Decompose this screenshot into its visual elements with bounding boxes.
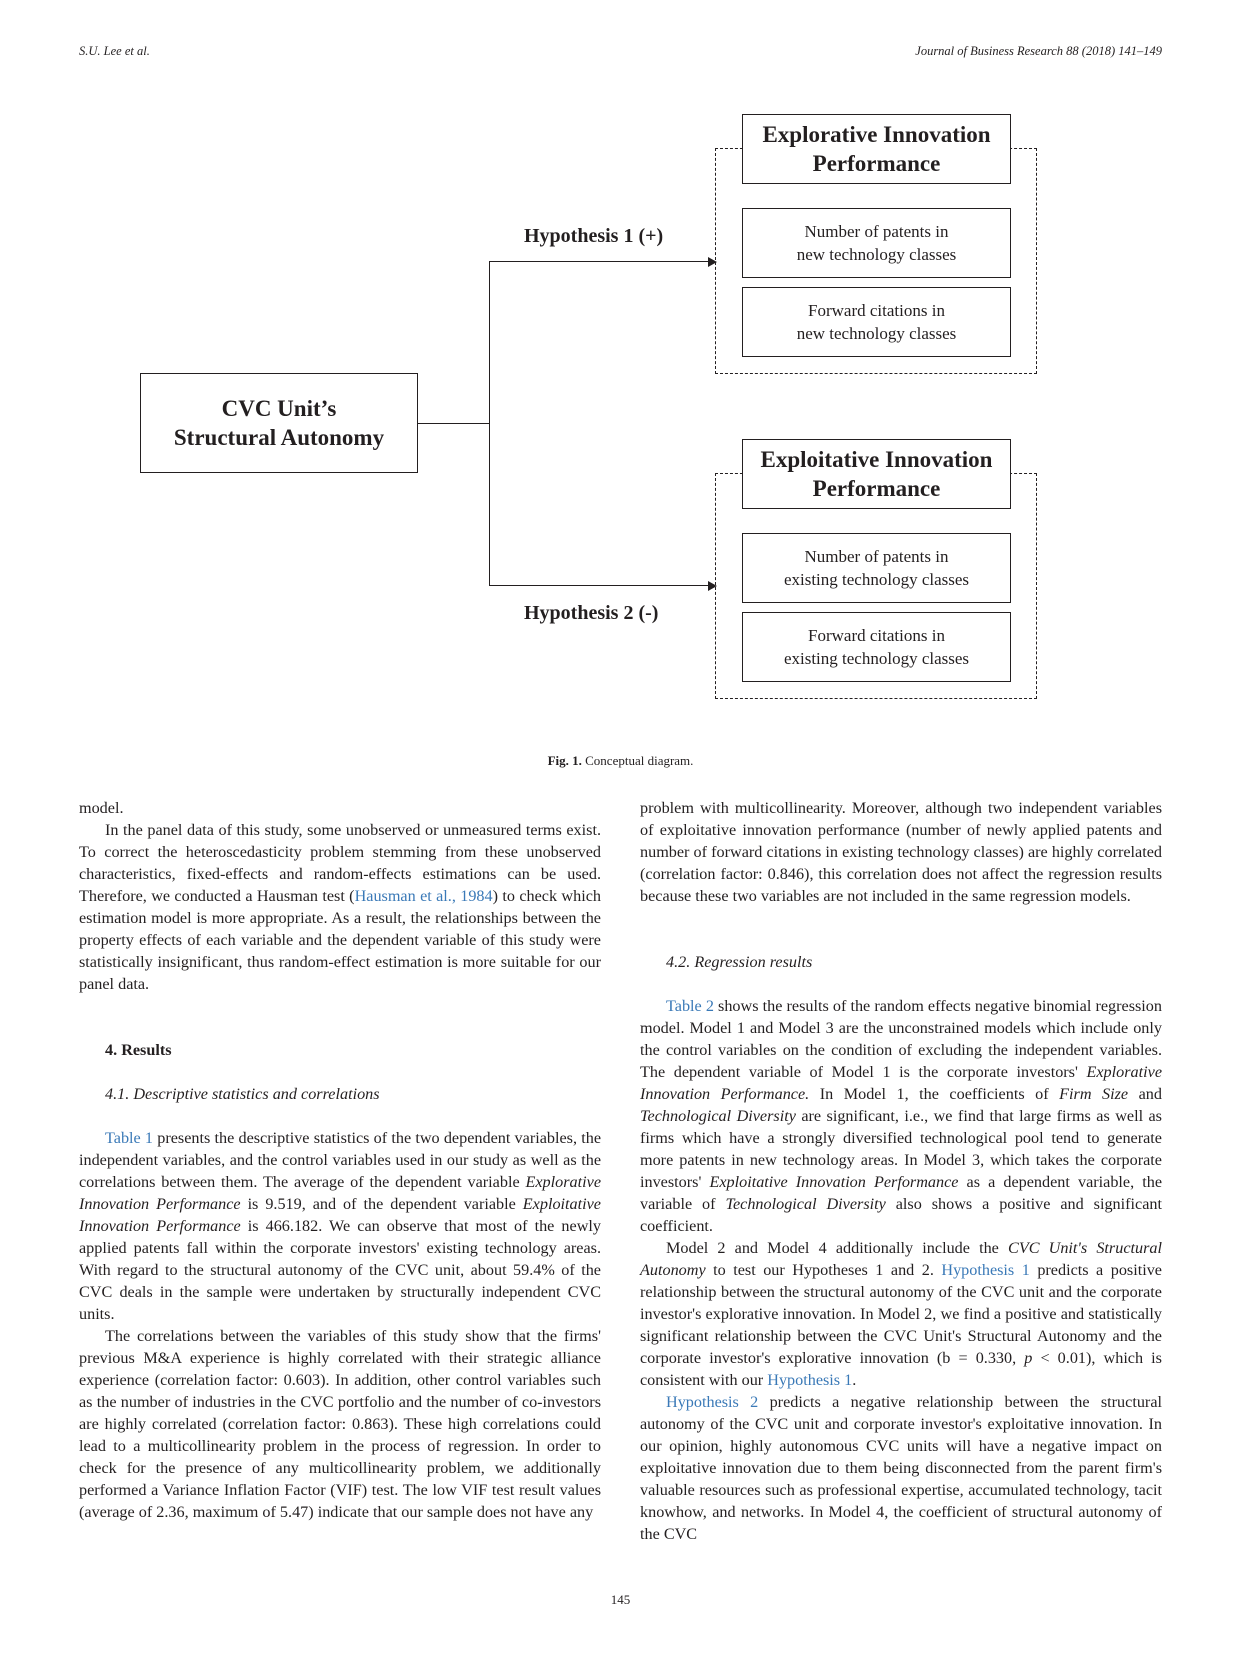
exploitative-patents-box: Number of patents in existing technology classes <box>742 533 1011 603</box>
explorative-patents-box: Number of patents in new technology classes <box>742 208 1011 278</box>
arrowhead-icon <box>708 581 717 591</box>
subsection-heading-regression: 4.2. Regression results <box>666 953 813 971</box>
connector-root-out <box>417 423 490 424</box>
running-header-journal: Journal of Business Research 88 (2018) 141–149 <box>915 44 1162 58</box>
hypothesis-2-label: Hypothesis 2 (-) <box>524 602 659 624</box>
figure-caption: Fig. 1. Conceptual diagram. <box>547 753 694 768</box>
exploitative-citations-box: Forward citations in existing technology classes <box>742 612 1011 682</box>
explorative-performance-box: Explorative Innovation Performance <box>742 114 1011 184</box>
table-1-link[interactable]: Table 1 <box>105 1129 154 1147</box>
paragraph-hypothesis-1: Model 2 and Model 4 additionally include the CVC Unit's Structural Autonomy to test our Hypotheses 1 and 2. Hypothesis 1 predicts a positive relationship between the structural autonomy of the CVC unit and the corporate investor's explorative innovation. In Model 2, we find a positive and statistically significant relationship between the CVC Unit's Structural Autonomy and the corporate investor's explorative innovation (b = 0.330, p < 0.01), which is consistent with our Hypothesis 1. <box>640 1239 1162 1389</box>
paragraph-hausman: In the panel data of this study, some unobserved or unmeasured terms exist. To correct the heteroscedasticity problem stemming from these unobserved characteristics, fixed-effects and random-effects estimations can be used. Therefore, we conducted a Hausman test (Hausman et al., 1984) to check which estimation model is more appropriate. As a result, the relationships between the property effects of each variable and the dependent variable of this study were statistically insignificant, thus random-effect estimation is more suitable for our panel data. <box>79 821 601 993</box>
left-column <box>79 797 601 1523</box>
hypothesis-1-link[interactable]: Hypothesis 1 <box>767 1371 853 1389</box>
page-number: 145 <box>610 1592 631 1607</box>
table-2-link[interactable]: Table 2 <box>666 997 714 1015</box>
exploitative-performance-box: Exploitative Innovation Performance <box>742 439 1011 509</box>
connector-to-exploitative <box>489 585 713 586</box>
paragraph-continuation: model. <box>79 799 124 817</box>
citation-link[interactable]: Hausman et al., 1984 <box>354 887 493 905</box>
paragraph-multicollinearity: problem with multicollinearity. Moreover, although two independent variables of exploitative innovation performance (number of newly applied patents and number of forward citations in existing technology classes) are highly correlated (correlation factor: 0.846), this correlation does not affect the regression results because these two variables are not included in the same regression models. <box>640 799 1162 905</box>
running-header-authors: S.U. Lee et al. <box>79 44 150 58</box>
hypothesis-1-link[interactable]: Hypothesis 1 <box>941 1261 1030 1279</box>
explorative-citations-box: Forward citations in new technology classes <box>742 287 1011 357</box>
section-heading-results: 4. Results <box>105 1041 172 1059</box>
cvc-structural-autonomy-box: CVC Unit’s Structural Autonomy <box>140 373 418 473</box>
paragraph-descriptive: Table 1 presents the descriptive statistics of the two dependent variables, the independent variables, and the control variables used in our study as well as the correlations between them. The average of the dependent variable Explorative Innovation Performance is 9.519, and of the dependent variable Exploitative Innovation Performance is 466.182. We can observe that most of the newly applied patents fall within the corporate investors' existing technology areas. With regard to the structural autonomy of the CVC unit, about 59.4% of the CVC deals in the sample were undertaken by structurally independent CVC units. <box>79 1129 602 1323</box>
conceptual-diagram <box>140 118 1100 748</box>
connector-to-explorative <box>489 261 713 262</box>
paragraph-correlations: The correlations between the variables of this study show that the firms' previous M&A experience is highly correlated with their strategic alliance experience (correlation factor: 0.603). In addition, other control variables such as the number of industries in the CVC portfolio and the number of co-investors are highly correlated (correlation factor: 0.863). These high correlations could lead to a multicollinearity problem in the process of regression. In order to check for the presence of any multicollinearity problem, we additionally performed a Variance Inflation Factor (VIF) test. The low VIF test result values (average of 2.36, maximum of 5.47) indicate that our sample does not have any <box>79 1327 601 1521</box>
hypothesis-1-label: Hypothesis 1 (+) <box>524 225 664 247</box>
paragraph-hypothesis-2: Hypothesis 2 predicts a negative relationship between the structural autonomy of the CVC unit and corporate investor's exploitative innovation. In our opinion, highly autonomous CVC units will have a negative impact on exploitative innovation due to them being disconnected from the parent firm's valuable resources such as professional expertise, accumulated technology, tacit knowhow, and networks. In Model 4, the coefficient of structural autonomy of the CVC <box>640 1393 1162 1543</box>
paragraph-regression-models: Table 2 shows the results of the random effects negative binomial regression model. Model 1 and Model 3 are the unconstrained models which include only the control variables on the condition of excluding the independent variables. The dependent variable of Model 1 is the corporate investors' Explorative Innovation Performance. In Model 1, the coefficients of Firm Size and Technological Diversity are significant, i.e., we find that large firms as well as firms which have a strongly diversified technological pool tend to generate more patents in new technology areas. In Model 3, which takes the corporate investors' Exploitative Innovation Performance as a dependent variable, the variable of Technological Diversity also shows a positive and significant coefficient. <box>640 997 1162 1235</box>
right-column <box>640 797 1162 1545</box>
hypothesis-2-link[interactable]: Hypothesis 2 <box>666 1393 759 1411</box>
arrowhead-icon <box>708 257 717 267</box>
subsection-heading-descriptive: 4.1. Descriptive statistics and correlations <box>105 1085 380 1103</box>
connector-vertical <box>489 261 490 586</box>
